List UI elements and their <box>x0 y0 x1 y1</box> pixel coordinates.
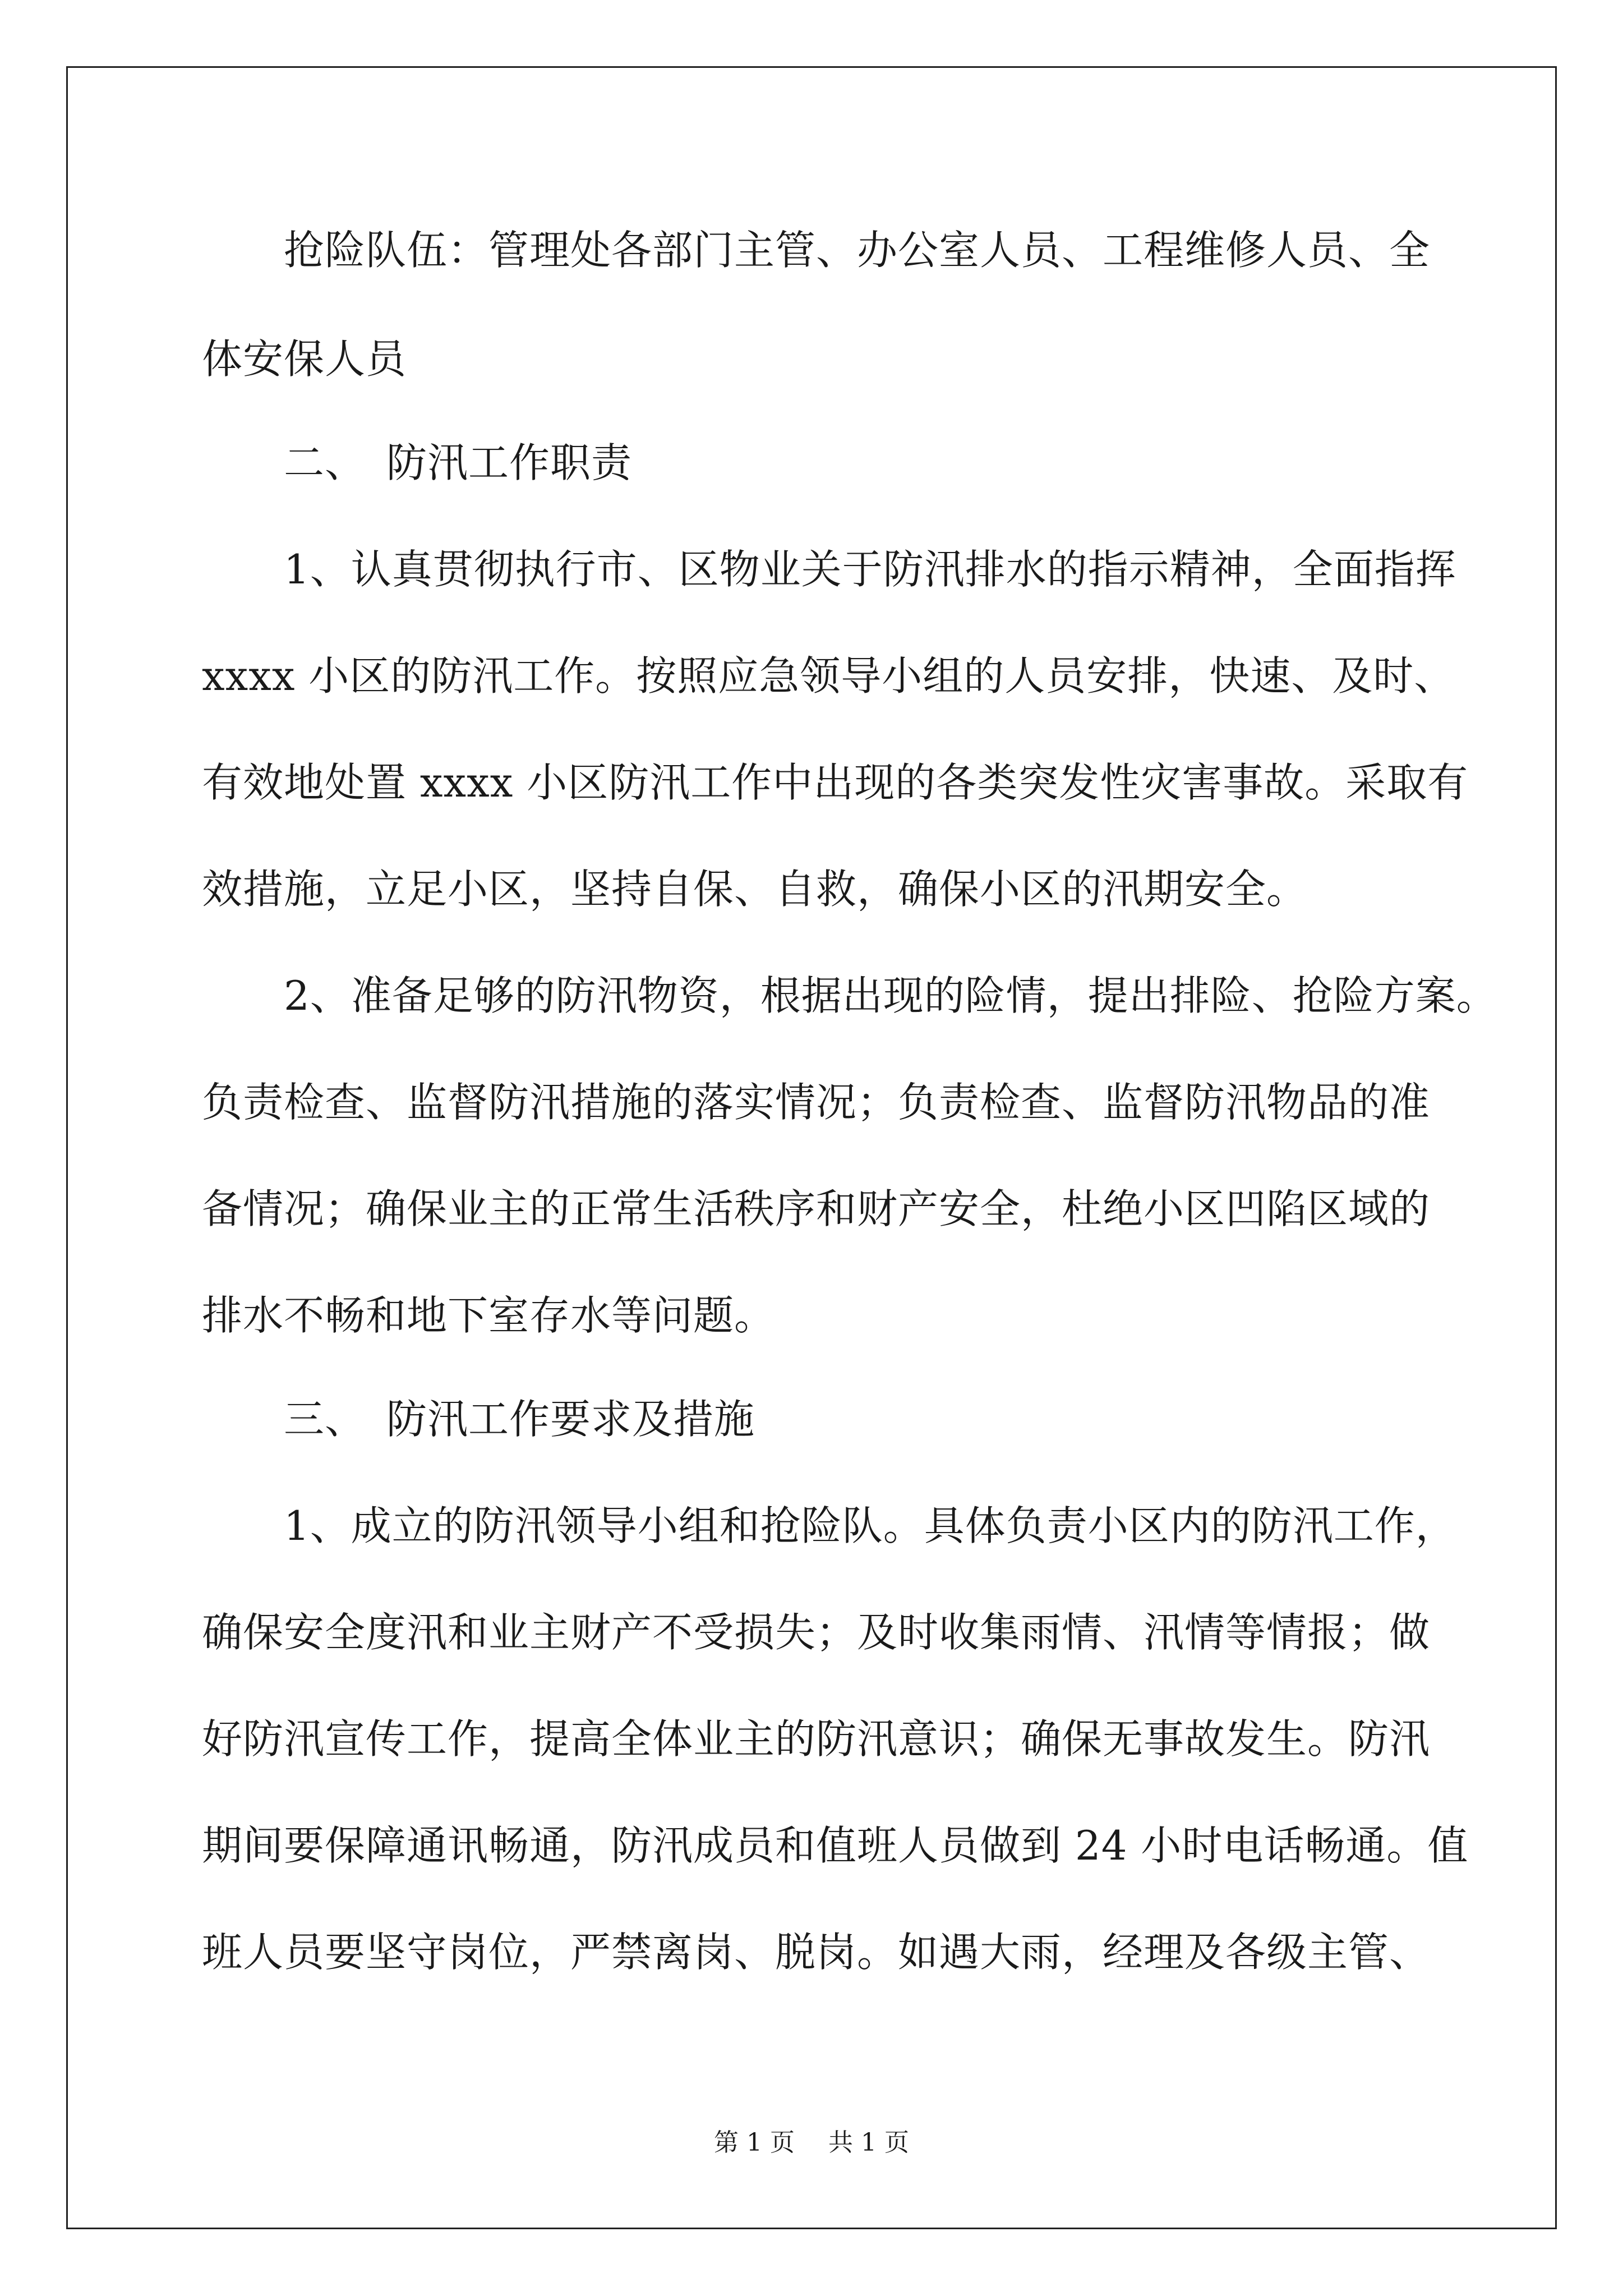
text-line-10: 备情况；确保业主的正常生活秩序和财产安全，杜绝小区凹陷区域的 <box>202 1185 1431 1232</box>
page-footer <box>0 2126 1623 2160</box>
text-line-13: 1、成立的防汛领导小组和抢险队。具体负责小区内的防汛工作， <box>202 1502 1456 1549</box>
text-line-8: 2、准备足够的防汛物资，根据出现的险情，提出排险、抢险方案。 <box>202 972 1497 1019</box>
text-line-9: 负责检查、监督防汛措施的落实情况；负责检查、监督防汛物品的准 <box>202 1079 1431 1126</box>
text-line-16: 期间要保障通讯畅通，防汛成员和值班人员做到 24 小时电话畅通。值 <box>202 1822 1469 1869</box>
text-line-2: 体安保人员 <box>202 335 407 383</box>
text-line-7: 效措施，立足小区，坚持自保、自救，确保小区的汛期安全。 <box>202 866 1308 913</box>
text-line-14: 确保安全度汛和业主财产不受损失；及时收集雨情、汛情等情报；做 <box>202 1609 1431 1656</box>
text-line-15: 好防汛宣传工作，提高全体业主的防汛意识；确保无事故发生。防汛 <box>202 1715 1431 1763</box>
page-number: 第 1 页 <box>714 2128 795 2157</box>
text-line-5: xxxx 小区的防汛工作。按照应急领导小组的人员安排，快速、及时、 <box>202 652 1455 700</box>
text-line-17: 班人员要坚守岗位，严禁离岗、脱岗。如遇大雨，经理及各级主管、 <box>202 1929 1431 1976</box>
section-heading-2: 二、 防汛工作职责 <box>202 439 633 486</box>
text-line-1: 抢险队伍：管理处各部门主管、办公室人员、工程维修人员、全 <box>202 227 1431 274</box>
page-total: 共 1 页 <box>828 2128 909 2157</box>
text-line-11: 排水不畅和地下室存水等问题。 <box>202 1292 776 1339</box>
text-line-4: 1、认真贯彻执行市、区物业关于防汛排水的指示精神，全面指挥 <box>202 546 1456 593</box>
text-line-6: 有效地处置 xxxx 小区防汛工作中出现的各类突发性灾害事故。采取有 <box>202 759 1469 806</box>
section-heading-3: 三、 防汛工作要求及措施 <box>202 1396 755 1443</box>
